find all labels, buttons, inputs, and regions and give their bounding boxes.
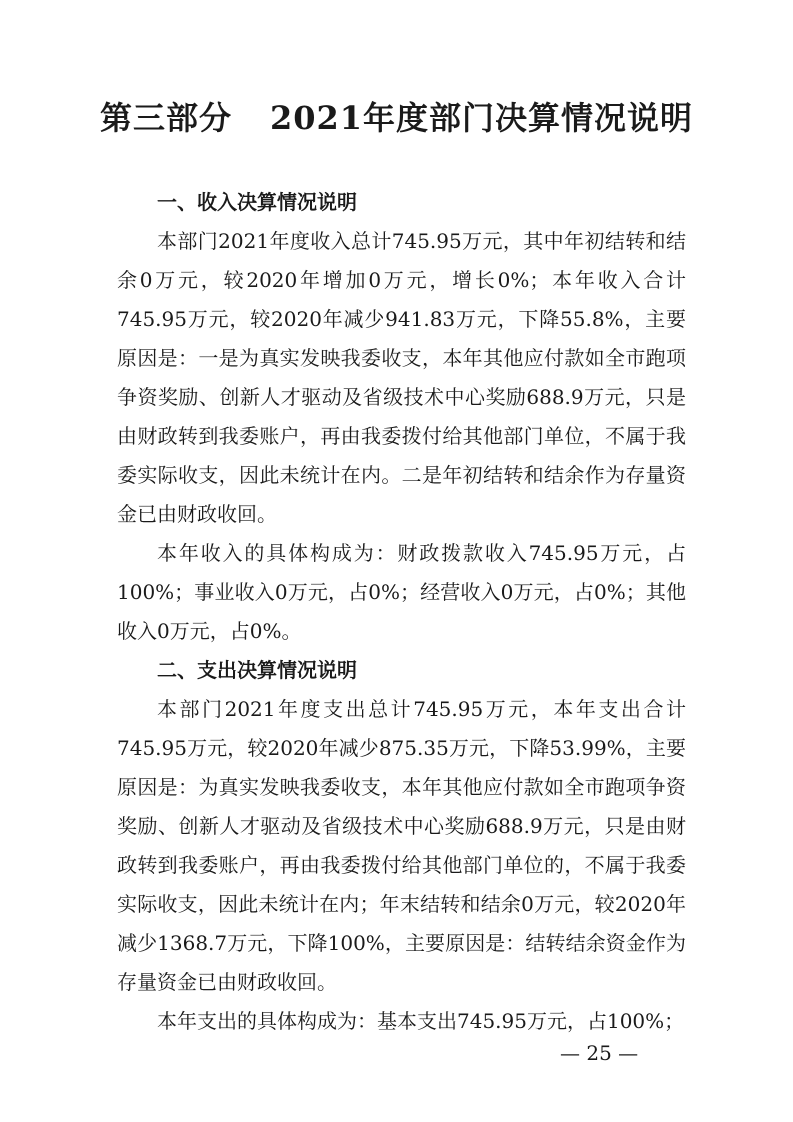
paragraph-expenditure-breakdown: 本年支出的具体构成为：基本支出745.95万元，占100%；: [157, 1009, 685, 1033]
paragraph-income-breakdown: 本年收入的具体构成为：财政拨款收入745.95万元，占100%；事业收入0万元，占0%；经营收入0万元，占0%；其他收入0万元，占0%。: [117, 541, 686, 643]
body-content: [117, 183, 686, 1041]
section-heading-expenditure: 二、支出决算情况说明: [157, 658, 357, 682]
title-part: 第三部分: [99, 99, 232, 137]
page-title: [0, 96, 793, 140]
page-number: — 25 —: [560, 1041, 639, 1065]
section-heading-income: 一、收入决算情况说明: [157, 190, 357, 214]
title-main: 2021年度部门决算情况说明: [269, 99, 694, 137]
paragraph-expenditure-summary: 本部门2021年度支出总计745.95万元，本年支出合计745.95万元，较2020年减少875.35万元，下降53.99%，主要原因是：为真实发映我委收支，本年其他应付款如全市跑项争资奖励、创新人才驱动及省级技术中心奖励688.9万元，只是由财政转到我委账户，再由我委拨付给其他部门单位的，不属于我委实际收支，因此未统计在内；年末结转和结余0万元，较2020年减少1368.7万元，下降100%，主要原因是：结转结余资金作为存量资金已由财政收回。: [117, 697, 686, 994]
paragraph-income-summary: 本部门2021年度收入总计745.95万元，其中年初结转和结余0万元，较2020年增加0万元，增长0%；本年收入合计745.95万元，较2020年减少941.83万元，下降55.8%，主要原因是：一是为真实发映我委收支，本年其他应付款如全市跑项争资奖励、创新人才驱动及省级技术中心奖励688.9万元，只是由财政转到我委账户，再由我委拨付给其他部门单位，不属于我委实际收支，因此未统计在内。二是年初结转和结余作为存量资金已由财政收回。: [117, 229, 686, 526]
